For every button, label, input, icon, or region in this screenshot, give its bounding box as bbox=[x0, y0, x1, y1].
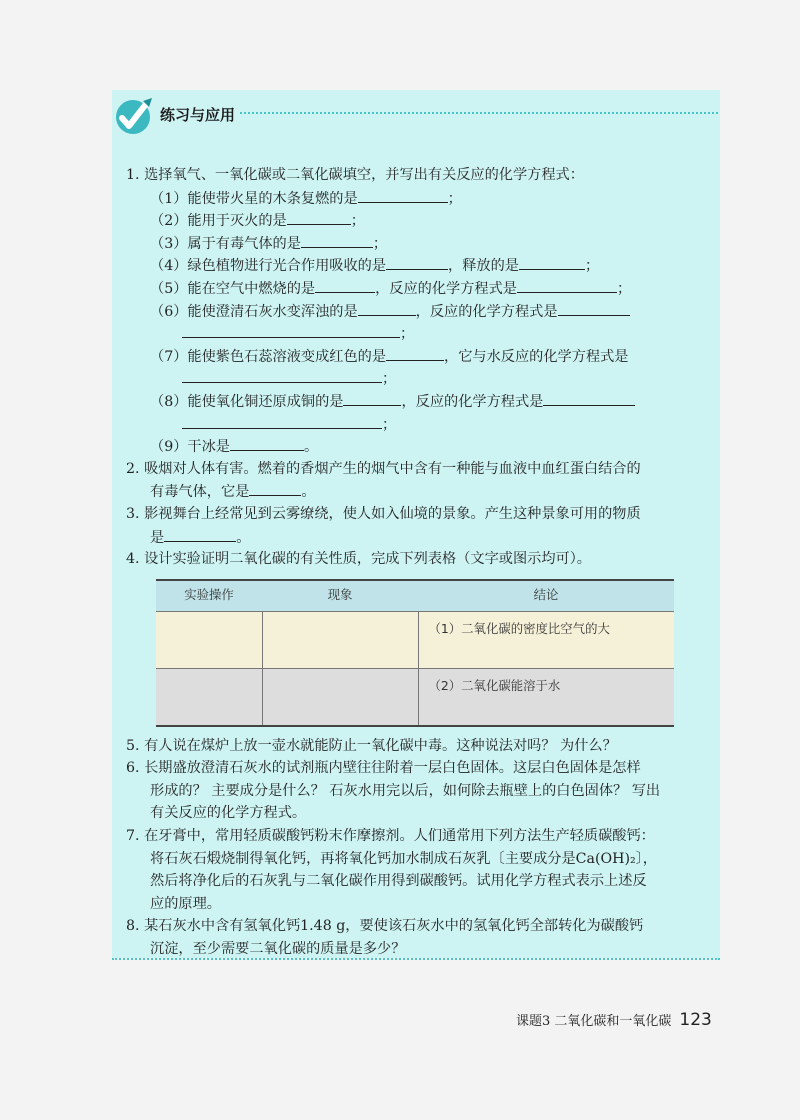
q1-part-9: （9）干冰是 。 bbox=[126, 435, 706, 458]
dotted-divider-top bbox=[240, 112, 718, 114]
answer-blank[interactable] bbox=[182, 413, 382, 429]
answer-blank[interactable] bbox=[386, 345, 444, 361]
answer-blank[interactable] bbox=[519, 254, 585, 270]
question-3: 3. 影视舞台上经常见到云雾缭绕，使人如入仙境的景象。产生这种景象可用的物质 bbox=[126, 505, 641, 522]
q1-part-4: （4）绿色植物进行光合作用吸收的是 ，释放的是 ； bbox=[126, 254, 706, 277]
question-5: 5. 有人说在煤炉上放一壶水就能防止一氧化碳中毒。这种说法对吗？ 为什么？ bbox=[126, 737, 617, 754]
table-header-cell: 结论 bbox=[418, 580, 674, 612]
section-title: 练习与应用 bbox=[160, 106, 236, 124]
answer-blank[interactable] bbox=[343, 390, 401, 406]
answer-blank[interactable] bbox=[301, 232, 373, 248]
question-8: 8. 某石灰水中含有氢氧化钙1.48 g，要使该石灰水中的氢氧化钙全部转化为碳酸钙 bbox=[126, 918, 644, 935]
chapter-title: 课题3 二氧化碳和一氧化碳 bbox=[516, 1014, 672, 1029]
table-cell: （2）二氧化碳能溶于水 bbox=[418, 668, 674, 726]
question-7-cont: 然后将净化后的石灰乳与二氧化碳作用得到碳酸钙。试用化学方程式表示上述反 bbox=[150, 873, 647, 890]
answer-blank[interactable] bbox=[543, 390, 635, 406]
table-cell[interactable] bbox=[262, 668, 418, 726]
q1-part-6-cont: ； bbox=[126, 322, 706, 345]
q1-part-5: （5）能在空气中燃烧的是 ，反应的化学方程式是 ； bbox=[126, 277, 706, 300]
q1-part-6: （6）能使澄清石灰水变浑浊的是 ，反应的化学方程式是 bbox=[126, 300, 706, 323]
question-8-cont: 沉淀，至少需要二氧化碳的质量是多少？ bbox=[150, 941, 406, 958]
answer-blank[interactable] bbox=[182, 367, 382, 383]
q1-part-8-cont: ； bbox=[126, 413, 706, 436]
question-1: 1. 选择氧气、一氧化碳或二氧化碳填空，并写出有关反应的化学方程式： bbox=[126, 167, 584, 183]
answer-blank[interactable] bbox=[230, 435, 304, 451]
q1-part-7-cont: ； bbox=[126, 367, 706, 390]
exercise-list bbox=[126, 164, 706, 961]
answer-blank[interactable] bbox=[558, 300, 630, 316]
page-footer bbox=[516, 1010, 712, 1030]
answer-blank[interactable] bbox=[358, 300, 416, 316]
answer-blank[interactable] bbox=[182, 322, 400, 338]
question-3-cont: 是 。 bbox=[126, 526, 706, 549]
question-7-cont: 应的原理。 bbox=[150, 895, 221, 912]
table-cell[interactable] bbox=[262, 611, 418, 668]
table-header-cell: 实验操作 bbox=[156, 580, 262, 612]
answer-blank[interactable] bbox=[287, 209, 351, 225]
question-6-cont: 有关反应的化学方程式。 bbox=[150, 805, 307, 822]
pencil-check-icon bbox=[112, 96, 156, 136]
q1-part-7: （7）能使紫色石蕊溶液变成红色的是 ，它与水反应的化学方程式是 bbox=[126, 345, 706, 368]
answer-blank[interactable] bbox=[164, 526, 236, 542]
q1-part-1: （1）能使带火星的木条复燃的是 ； bbox=[126, 187, 706, 210]
answer-blank[interactable] bbox=[249, 480, 301, 496]
q1-part-3: （3）属于有毒气体的是 ； bbox=[126, 232, 706, 255]
table-cell: （1）二氧化碳的密度比空气的大 bbox=[418, 611, 674, 668]
experiment-table bbox=[156, 579, 674, 727]
q1-part-8: （8）能使氧化铜还原成铜的是 ，反应的化学方程式是 bbox=[126, 390, 706, 413]
table-cell[interactable] bbox=[156, 611, 262, 668]
question-2: 2. 吸烟对人体有害。燃着的香烟产生的烟气中含有一种能与血液中血红蛋白结合的 bbox=[126, 460, 641, 477]
table-row bbox=[156, 668, 674, 726]
page-number: 123 bbox=[679, 1010, 712, 1030]
table-row bbox=[156, 611, 674, 668]
answer-blank[interactable] bbox=[517, 277, 617, 293]
table-header-cell: 现象 bbox=[262, 580, 418, 612]
question-6-cont: 形成的？ 主要成分是什么？ 石灰水用完以后，如何除去瓶壁上的白色固体？ 写出 bbox=[150, 782, 661, 799]
answer-blank[interactable] bbox=[386, 254, 448, 270]
table-cell[interactable] bbox=[156, 668, 262, 726]
answer-blank[interactable] bbox=[315, 277, 375, 293]
table-header-row bbox=[156, 580, 674, 612]
q1-part-2: （2）能用于灭火的是 ； bbox=[126, 209, 706, 232]
question-2-cont: 有毒气体，它是 。 bbox=[126, 480, 706, 503]
question-7: 7. 在牙膏中，常用轻质碳酸钙粉末作摩擦剂。人们通常用下列方法生产轻质碳酸钙： bbox=[126, 828, 655, 845]
answer-blank[interactable] bbox=[358, 187, 448, 203]
question-6: 6. 长期盛放澄清石灰水的试剂瓶内壁往往附着一层白色固体。这层白色固体是怎样 bbox=[126, 760, 641, 777]
question-4: 4. 设计实验证明二氧化碳的有关性质，完成下列表格（文字或图示均可）。 bbox=[126, 551, 591, 568]
question-7-cont: 将石灰石煅烧制得氧化钙，再将氧化钙加水制成石灰乳〔主要成分是Ca(OH)₂〕， bbox=[150, 850, 657, 867]
